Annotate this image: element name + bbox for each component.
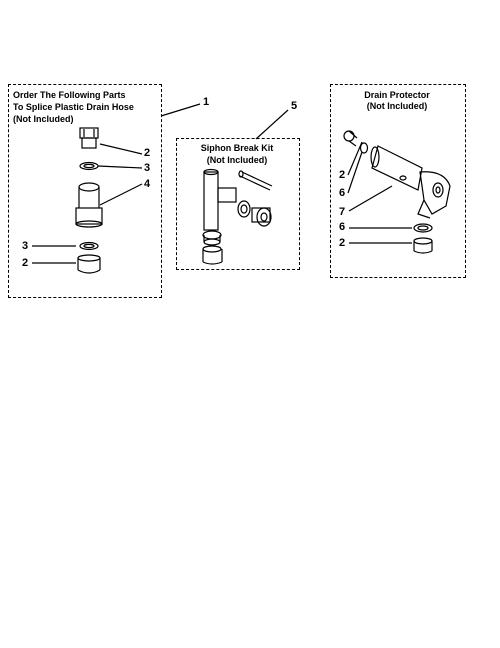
drain-adapter-small bbox=[344, 131, 357, 146]
callout-splice-3-bottom: 3 bbox=[22, 240, 29, 252]
callout-drain-6-bottom: 6 bbox=[339, 221, 346, 233]
leader-splice-3-top bbox=[98, 166, 142, 168]
drain-title-line-2: (Not Included) bbox=[366, 101, 428, 111]
drain-ring-small bbox=[361, 143, 368, 153]
callout-splice-4: 4 bbox=[144, 178, 151, 190]
drain-adapter-bottom bbox=[414, 238, 432, 253]
splice-title-line-2: To Splice Plastic Drain Hose bbox=[13, 102, 134, 112]
leader-splice-2-top bbox=[100, 144, 142, 154]
drain-protector-body bbox=[371, 146, 450, 218]
splice-title-line-3: (Not Included) bbox=[13, 114, 74, 124]
splice-title-line-1: Order The Following Parts bbox=[13, 90, 126, 100]
siphon-valve bbox=[252, 208, 271, 226]
splice-clamp-top bbox=[80, 163, 98, 170]
siphon-tee-fitting bbox=[204, 170, 236, 231]
splice-clamp-bottom bbox=[80, 243, 98, 250]
callout-drain-2-bottom: 2 bbox=[339, 237, 346, 249]
splice-coupler bbox=[76, 183, 102, 227]
drain-ring-bottom bbox=[414, 224, 432, 232]
callout-splice-2-bottom: 2 bbox=[22, 257, 29, 269]
callout-drain-2-top: 2 bbox=[339, 169, 346, 181]
callout-splice-3-top: 3 bbox=[144, 162, 151, 174]
leader-splice-4 bbox=[100, 184, 142, 205]
siphon-title-line-2: (Not Included) bbox=[206, 155, 268, 165]
callout-splice-2-top: 2 bbox=[144, 147, 151, 159]
splice-adapter-bottom bbox=[78, 255, 100, 273]
callout-5: 5 bbox=[291, 100, 298, 112]
callout-drain-7: 7 bbox=[339, 206, 346, 218]
callout-1: 1 bbox=[203, 96, 210, 108]
drain-title-line-1: Drain Protector bbox=[364, 90, 430, 100]
splice-adapter-top bbox=[80, 128, 98, 148]
leader-drain-7 bbox=[349, 186, 392, 211]
siphon-nut bbox=[238, 201, 250, 217]
callout-drain-6-top: 6 bbox=[339, 187, 346, 199]
leader-1 bbox=[161, 104, 200, 116]
siphon-title-line-1: Siphon Break Kit bbox=[200, 143, 274, 153]
siphon-cap bbox=[203, 246, 222, 264]
siphon-ring bbox=[203, 231, 221, 245]
leader-5 bbox=[256, 110, 288, 139]
siphon-vent-stem bbox=[239, 171, 272, 190]
